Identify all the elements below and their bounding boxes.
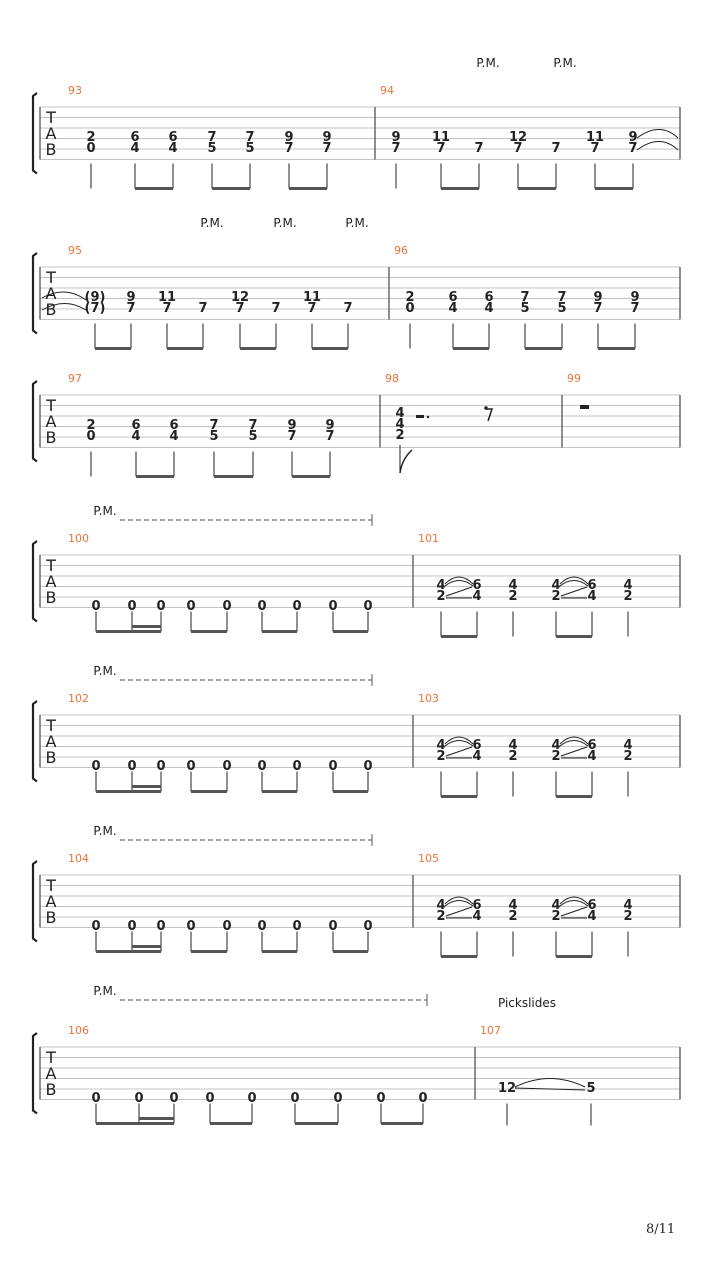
measure-number: 93 xyxy=(68,84,82,97)
fret-number: 12 xyxy=(508,130,528,145)
fret-number: 0 xyxy=(127,919,137,934)
slide-line xyxy=(446,907,472,916)
fret-number: 6 xyxy=(587,578,597,593)
fret-number: 5 xyxy=(207,141,217,156)
measure xyxy=(567,372,589,409)
fret-number: 5 xyxy=(209,429,219,444)
fret-number: 7 xyxy=(245,130,255,145)
fret-number: 2 xyxy=(436,909,446,924)
slide-line xyxy=(561,907,587,916)
fret-number: 6 xyxy=(587,738,597,753)
palm-mute-label: P.M. xyxy=(273,216,297,230)
fret-number: 0 xyxy=(363,599,373,614)
fret-number: 7 xyxy=(474,141,484,156)
tab-clef-b: B xyxy=(45,428,57,447)
fret-number: 2 xyxy=(551,909,561,924)
tab-clef-a: A xyxy=(45,412,57,431)
fret-number: 0 xyxy=(376,1091,386,1106)
fret-number: 4 xyxy=(436,738,446,753)
tab-clef-a: A xyxy=(45,1064,57,1083)
tab-clef-t: T xyxy=(46,108,56,127)
fret-number: 7 xyxy=(593,301,603,316)
page-number: 8/11 xyxy=(646,1222,676,1237)
fret-number: 2 xyxy=(623,909,633,924)
tab-clef-t: T xyxy=(46,396,56,415)
pickslides-label: Pickslides xyxy=(497,996,557,1010)
fret-number: 11 xyxy=(302,290,322,305)
fret-number: 5 xyxy=(248,429,258,444)
fret-number: 2 xyxy=(86,418,96,433)
system-bracket xyxy=(33,381,37,462)
fret-number: 4 xyxy=(623,738,633,753)
fret-number: 0 xyxy=(328,599,338,614)
fret-number: 0 xyxy=(91,1091,101,1106)
whole-rest-icon xyxy=(580,405,589,409)
fret-number: 4 xyxy=(508,578,518,593)
fret-number: 9 xyxy=(630,290,640,305)
tab-clef-b: B xyxy=(45,1080,57,1099)
tab-system xyxy=(33,824,680,957)
fret-number: 4 xyxy=(472,589,482,604)
fret-number: 0 xyxy=(405,301,415,316)
fret-number: 2 xyxy=(551,749,561,764)
fret-number: 2 xyxy=(508,589,518,604)
fret-number: 7 xyxy=(325,429,335,444)
fret-number: 2 xyxy=(395,428,405,443)
tab-clef-b: B xyxy=(45,748,57,767)
tab-clef-t: T xyxy=(46,876,56,895)
fret-number: 7 xyxy=(436,141,446,156)
slide-line xyxy=(446,747,472,756)
fret-number: 2 xyxy=(508,749,518,764)
fret-number: 9 xyxy=(287,418,297,433)
measure-number: 100 xyxy=(68,532,89,545)
tab-system xyxy=(33,664,680,797)
system-bracket xyxy=(33,701,37,782)
measure-number: 102 xyxy=(68,692,89,705)
fret-number: 0 xyxy=(91,759,101,774)
fret-number: 7 xyxy=(284,141,294,156)
fret-number: 4 xyxy=(623,898,633,913)
fret-number: 9 xyxy=(325,418,335,433)
fret-number: 11 xyxy=(585,130,605,145)
fret-number: 0 xyxy=(156,599,166,614)
slide-line xyxy=(561,747,587,756)
tab-system xyxy=(33,504,680,637)
system-bracket xyxy=(33,1033,37,1114)
palm-mute-label: P.M. xyxy=(93,824,117,838)
fret-number: 7 xyxy=(520,290,530,305)
hammer-on-arc xyxy=(560,741,588,747)
fret-number: 5 xyxy=(586,1081,596,1096)
note-column xyxy=(474,141,483,189)
fret-number: 0 xyxy=(328,919,338,934)
fret-number: 0 xyxy=(363,759,373,774)
measure-number: 96 xyxy=(394,244,408,257)
measure-number: 97 xyxy=(68,372,82,385)
palm-mute-label: P.M. xyxy=(93,504,117,518)
hammer-on-arc xyxy=(560,581,588,587)
fret-number: 6 xyxy=(130,130,140,145)
fret-number: 0 xyxy=(186,759,196,774)
fret-number: 9 xyxy=(391,130,401,145)
measure xyxy=(418,692,633,797)
fret-number: 7 xyxy=(551,141,561,156)
fret-number: 7 xyxy=(590,141,600,156)
fret-number: 4 xyxy=(168,141,178,156)
fret-number: 0 xyxy=(257,759,267,774)
fret-number: 7 xyxy=(628,141,638,156)
fret-number: 2 xyxy=(623,589,633,604)
fret-number: 7 xyxy=(271,301,281,316)
fret-number: 5 xyxy=(557,301,567,316)
fret-number: 4 xyxy=(484,301,494,316)
fret-number: (7) xyxy=(84,301,106,316)
fret-number: 6 xyxy=(472,578,482,593)
fret-number: 4 xyxy=(587,589,597,604)
fret-number: 4 xyxy=(436,898,446,913)
fret-number: 0 xyxy=(292,759,302,774)
measure xyxy=(68,84,332,189)
fret-number: 0 xyxy=(418,1091,428,1106)
note-column xyxy=(343,301,352,349)
fret-number: 4 xyxy=(472,909,482,924)
fret-number: 0 xyxy=(363,919,373,934)
rest-dot xyxy=(484,406,488,410)
eighth-flag xyxy=(400,450,412,473)
fret-number: 4 xyxy=(587,749,597,764)
fret-number: 0 xyxy=(127,759,137,774)
measure xyxy=(68,852,373,952)
fret-number: 5 xyxy=(245,141,255,156)
fret-number: 0 xyxy=(169,1091,179,1106)
measure xyxy=(68,532,373,632)
palm-mute-label: P.M. xyxy=(345,216,369,230)
fret-number: 7 xyxy=(248,418,258,433)
tab-clef-a: A xyxy=(45,124,57,143)
fret-number: 0 xyxy=(257,919,267,934)
fret-number: 4 xyxy=(130,141,140,156)
tab-clef-b: B xyxy=(45,300,57,319)
tab-system xyxy=(33,216,680,349)
fret-number: 4 xyxy=(169,429,179,444)
palm-mute-label: P.M. xyxy=(93,664,117,678)
note-column xyxy=(271,301,280,349)
tab-system xyxy=(33,372,680,477)
half-rest-icon xyxy=(416,415,424,418)
measure xyxy=(68,692,373,792)
fret-number: 2 xyxy=(436,749,446,764)
eighth-rest-icon xyxy=(486,409,492,421)
fret-number: 4 xyxy=(436,578,446,593)
measure-number: 94 xyxy=(380,84,394,97)
tab-clef-a: A xyxy=(45,732,57,751)
palm-mute-label: P.M. xyxy=(553,56,577,70)
fret-number: 4 xyxy=(131,429,141,444)
fret-number: 7 xyxy=(162,301,172,316)
fret-number: 9 xyxy=(593,290,603,305)
hammer-on-arc xyxy=(445,741,473,747)
fret-number: 0 xyxy=(186,919,196,934)
tab-clef-a: A xyxy=(45,892,57,911)
palm-mute-label: P.M. xyxy=(200,216,224,230)
fret-number: 6 xyxy=(472,738,482,753)
fret-number: 7 xyxy=(322,141,332,156)
fret-number: 7 xyxy=(557,290,567,305)
fret-number: 6 xyxy=(448,290,458,305)
fret-number: 7 xyxy=(198,301,208,316)
tab-clef-a: A xyxy=(45,284,57,303)
fret-number: 2 xyxy=(405,290,415,305)
palm-mute-label: P.M. xyxy=(476,56,500,70)
measure xyxy=(68,1024,428,1124)
fret-number: 4 xyxy=(395,406,405,421)
fret-number: 11 xyxy=(157,290,177,305)
fret-number: 4 xyxy=(551,738,561,753)
fret-number: 7 xyxy=(235,301,245,316)
fret-number: 7 xyxy=(630,301,640,316)
measure xyxy=(394,244,640,349)
fret-number: 9 xyxy=(284,130,294,145)
fret-number: 2 xyxy=(86,130,96,145)
fret-number: 0 xyxy=(86,141,96,156)
system-bracket xyxy=(33,253,37,334)
palm-mute-label: P.M. xyxy=(93,984,117,998)
fret-number: 12 xyxy=(230,290,250,305)
measure xyxy=(480,1024,596,1126)
fret-number: 7 xyxy=(391,141,401,156)
tab-clef-b: B xyxy=(45,140,57,159)
tab-system xyxy=(33,56,680,189)
tab-clef-t: T xyxy=(46,556,56,575)
fret-number: 6 xyxy=(169,418,179,433)
fret-number: 7 xyxy=(287,429,297,444)
rest-dot xyxy=(427,416,429,418)
fret-number: 7 xyxy=(207,130,217,145)
tab-clef-b: B xyxy=(45,588,57,607)
measure xyxy=(418,852,633,957)
measure-number: 99 xyxy=(567,372,581,385)
tab-system xyxy=(33,984,680,1126)
fret-number: 7 xyxy=(513,141,523,156)
fret-number: 4 xyxy=(508,738,518,753)
fret-number: 2 xyxy=(551,589,561,604)
fret-number: 4 xyxy=(472,749,482,764)
measure-number: 98 xyxy=(385,372,399,385)
fret-number: 9 xyxy=(322,130,332,145)
fret-number: 0 xyxy=(205,1091,215,1106)
fret-number: 7 xyxy=(343,301,353,316)
tab-clef-t: T xyxy=(46,268,56,287)
tab-clef-a: A xyxy=(45,572,57,591)
fret-number: 2 xyxy=(623,749,633,764)
fret-number: 2 xyxy=(508,909,518,924)
tab-clef-t: T xyxy=(46,716,56,735)
fret-number: 2 xyxy=(436,589,446,604)
hammer-on-arc xyxy=(445,581,473,587)
note-column xyxy=(198,301,207,349)
fret-number: 0 xyxy=(257,599,267,614)
measure xyxy=(42,244,353,349)
fret-number: 9 xyxy=(628,130,638,145)
fret-number: 0 xyxy=(134,1091,144,1106)
fret-number: 7 xyxy=(126,301,136,316)
note-column xyxy=(551,141,560,189)
fret-number: 0 xyxy=(156,759,166,774)
slide-arc xyxy=(515,1079,585,1088)
fret-number: 0 xyxy=(222,919,232,934)
fret-number: 4 xyxy=(623,578,633,593)
fret-number: 0 xyxy=(86,429,96,444)
fret-number: 0 xyxy=(156,919,166,934)
fret-number: 0 xyxy=(328,759,338,774)
fret-number: 6 xyxy=(587,898,597,913)
fret-number: 6 xyxy=(168,130,178,145)
fret-number: 0 xyxy=(333,1091,343,1106)
measure-number: 106 xyxy=(68,1024,89,1037)
slide-line xyxy=(561,587,587,596)
fret-number: 4 xyxy=(551,578,561,593)
hammer-on-arc xyxy=(445,901,473,907)
fret-number: 0 xyxy=(91,919,101,934)
fret-number: 0 xyxy=(222,759,232,774)
fret-number: 0 xyxy=(91,599,101,614)
slide-line xyxy=(446,587,472,596)
fret-number: 7 xyxy=(209,418,219,433)
tie-arc xyxy=(637,130,678,139)
fret-number: 11 xyxy=(431,130,451,145)
system-bracket xyxy=(33,861,37,942)
fret-number: 4 xyxy=(395,417,405,432)
measure xyxy=(385,372,492,473)
fret-number: 6 xyxy=(472,898,482,913)
measure-number: 101 xyxy=(418,532,439,545)
fret-number: 9 xyxy=(126,290,136,305)
system-bracket xyxy=(33,93,37,174)
tab-clef-t: T xyxy=(46,1048,56,1067)
measure xyxy=(380,84,678,189)
fret-number: 7 xyxy=(307,301,317,316)
fret-number: 0 xyxy=(292,919,302,934)
fret-number: 0 xyxy=(292,599,302,614)
system-bracket xyxy=(33,541,37,622)
fret-number: 6 xyxy=(131,418,141,433)
fret-number: 0 xyxy=(247,1091,257,1106)
fret-number: 0 xyxy=(127,599,137,614)
fret-number: 0 xyxy=(222,599,232,614)
fret-number: 0 xyxy=(290,1091,300,1106)
fret-number: 4 xyxy=(508,898,518,913)
fret-number: 12 xyxy=(497,1081,517,1096)
fret-number: 0 xyxy=(186,599,196,614)
tab-clef-b: B xyxy=(45,908,57,927)
fret-number: (9) xyxy=(84,290,106,305)
measure-number: 104 xyxy=(68,852,89,865)
fret-number: 4 xyxy=(587,909,597,924)
measure-number: 105 xyxy=(418,852,439,865)
measure-number: 103 xyxy=(418,692,439,705)
fret-number: 4 xyxy=(448,301,458,316)
fret-number: 4 xyxy=(551,898,561,913)
measure xyxy=(418,532,633,637)
hammer-on-arc xyxy=(560,901,588,907)
fret-number: 5 xyxy=(520,301,530,316)
measure xyxy=(68,372,335,477)
measure-number: 95 xyxy=(68,244,82,257)
fret-number: 6 xyxy=(484,290,494,305)
measure-number: 107 xyxy=(480,1024,501,1037)
